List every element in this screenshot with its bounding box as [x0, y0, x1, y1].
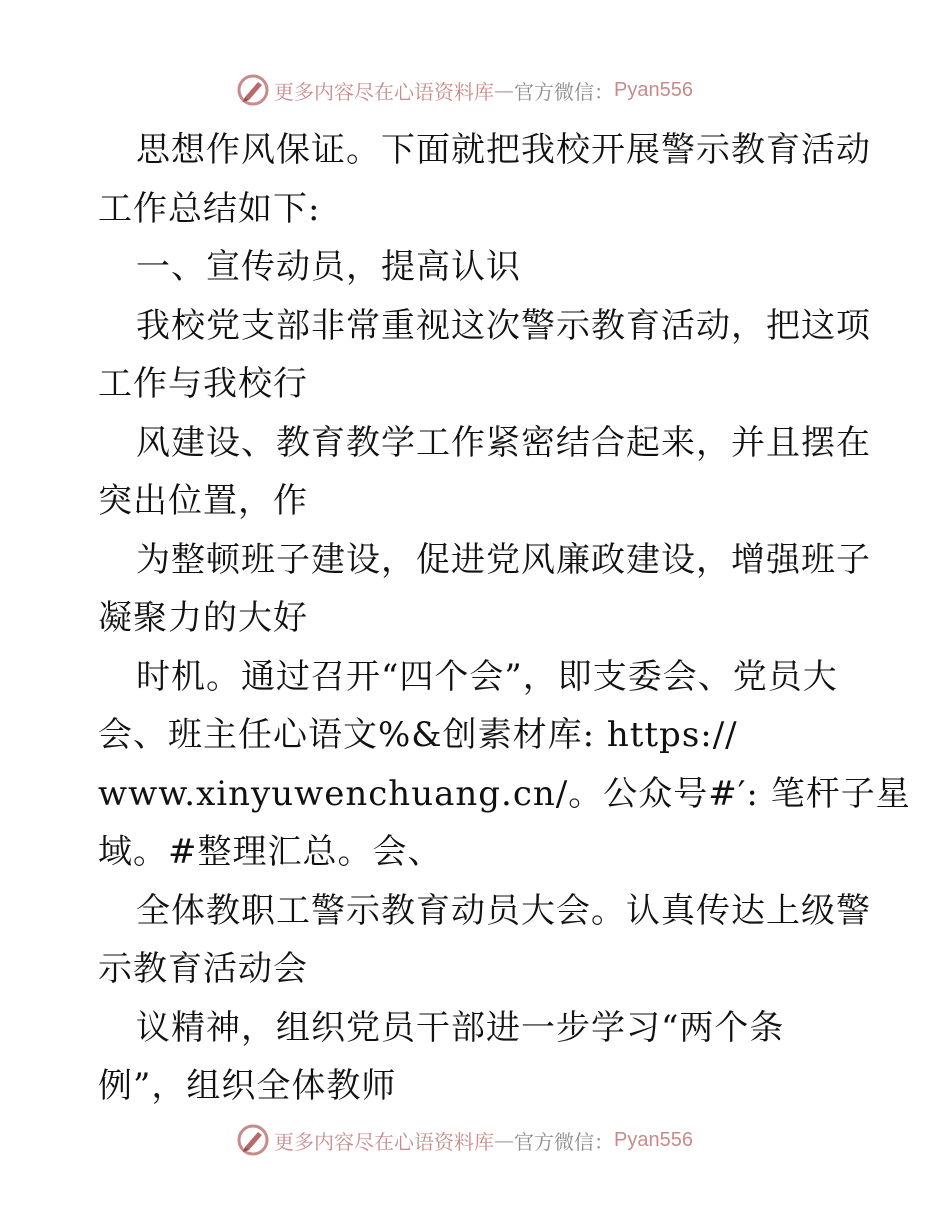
banner-wechat-id: Pyan556 [614, 1128, 693, 1151]
banner-wechat-label: 官方微信： [514, 79, 614, 104]
text-line: 全体教职工警示教育动员大会。认真传达上级警 [136, 890, 871, 931]
footer-banner [236, 1123, 693, 1157]
banner-separator: — [494, 1128, 514, 1152]
text-line: 工作总结如下: [98, 188, 321, 229]
pen-logo-icon [236, 73, 270, 107]
text-line: 域。#整理汇总。会、 [98, 832, 443, 872]
text-line: 会、班主任心语文%&创素材库: https:// [98, 715, 738, 755]
text-line: 凝聚力的大好 [98, 598, 308, 638]
text-line: 为整顿班子建设，促进党风廉政建设，增强班子 [136, 539, 871, 580]
text-line: 突出位置，作 [98, 481, 308, 521]
banner-site-text: 更多内容尽在心语资料库 [274, 79, 494, 104]
banner-separator: — [494, 78, 514, 102]
text-line: www.xinyuwenchuang.cn/。公众号#′: 笔杆子星 [98, 773, 911, 814]
text-line: 时机。通过召开“四个会”，即支委会、党员大 [136, 656, 838, 697]
text-line: 工作与我校行 [98, 364, 308, 404]
banner-wechat-label: 官方微信： [514, 1129, 614, 1154]
pen-logo-icon [236, 1123, 270, 1157]
section-heading: 一、宣传动员，提高认识 [136, 247, 521, 287]
text-line: 例”，组织全体教师 [98, 1066, 397, 1106]
text-line: 议精神，组织党员干部进一步学习“两个条 [136, 1007, 785, 1048]
banner-site-text: 更多内容尽在心语资料库 [274, 1129, 494, 1154]
body-text [98, 121, 911, 1116]
text-line: 风建设、教育教学工作紧密结合起来，并且摆在 [136, 422, 871, 463]
banner-wechat-id: Pyan556 [614, 78, 693, 101]
header-banner [236, 73, 693, 107]
text-line: 示教育活动会 [98, 949, 308, 989]
text-line: 思想作风保证。下面就把我校开展警示教育活动 [136, 130, 871, 170]
text-line: 我校党支部非常重视这次警示教育活动，把这项 [136, 305, 871, 346]
